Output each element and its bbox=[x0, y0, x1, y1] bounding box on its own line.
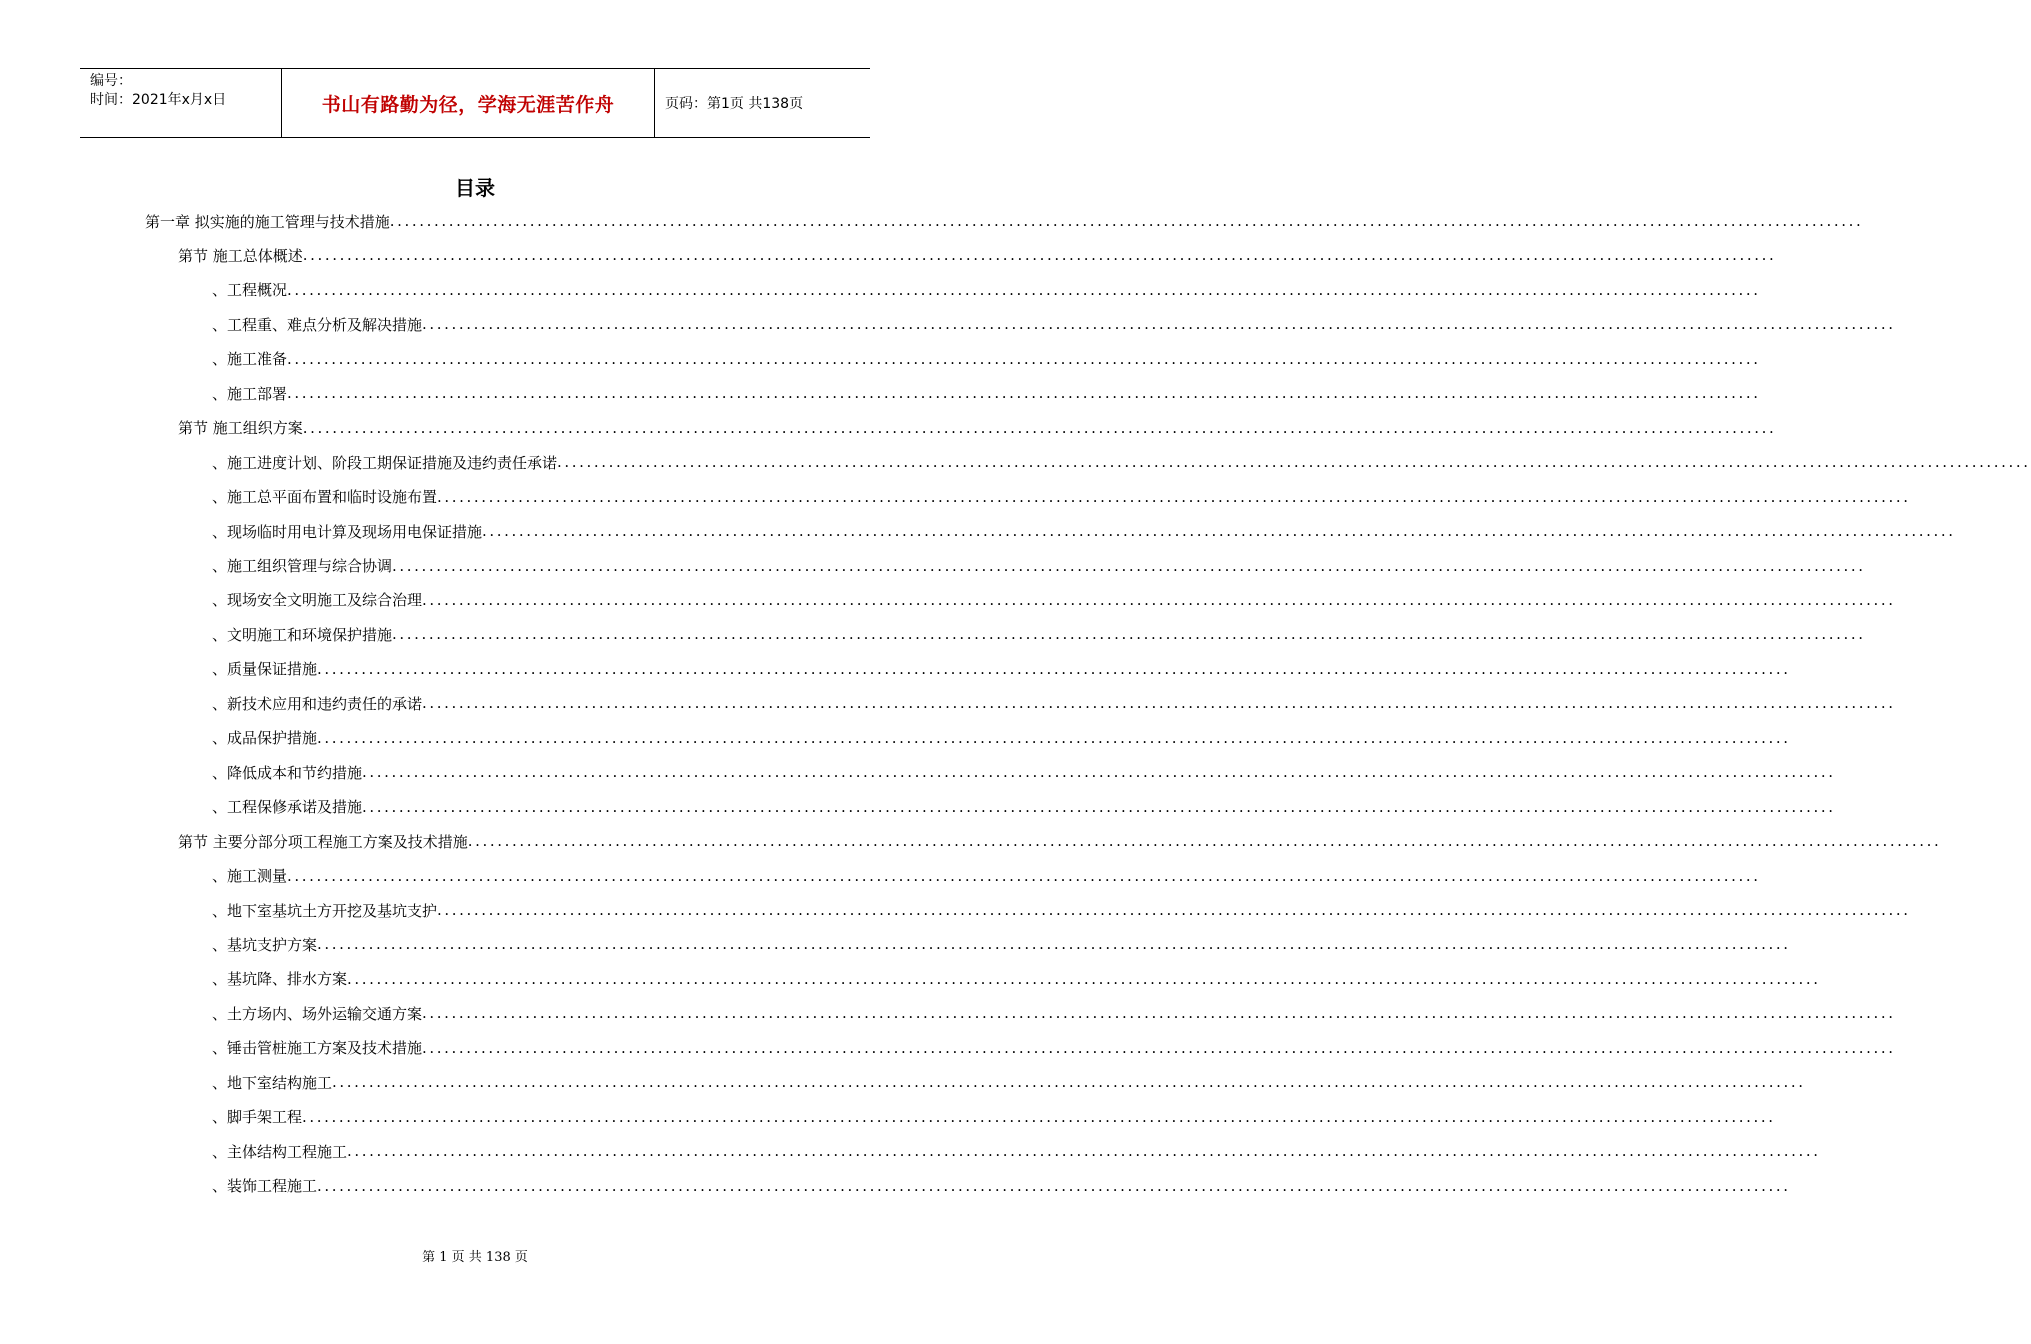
toc-entry[interactable] bbox=[212, 1065, 1806, 1099]
toc-entry[interactable] bbox=[212, 755, 1836, 789]
toc-entry-label: 第节 主要分部分项工程施工方案及技术措施 bbox=[178, 832, 468, 851]
toc-entry-bullet: 、 bbox=[212, 557, 228, 575]
toc-dot-leader: ........................................................................................................................................................................................................ bbox=[482, 522, 1956, 541]
page-header bbox=[80, 68, 870, 138]
toc-entry-label: 装饰工程施工 bbox=[227, 1177, 318, 1196]
toc-entry-bullet: 、 bbox=[212, 1108, 228, 1127]
toc-entry[interactable] bbox=[212, 583, 1896, 617]
toc-entry-label: 新技术应用和违约责任的承诺 bbox=[227, 694, 423, 713]
toc-dot-leader: ........................................................................................................................................................................................................ bbox=[287, 384, 1761, 403]
toc-dot-leader: ........................................................................................................................................................................................................ bbox=[362, 797, 1836, 816]
toc-entry-label: 第一章 拟实施的施工管理与技术措施 bbox=[145, 212, 390, 231]
toc-entry-label: 现场临时用电计算及现场用电保证措施 bbox=[227, 522, 483, 541]
toc-entry-bullet: 、 bbox=[212, 591, 228, 610]
header-page-info: 页码：第1页 共138页 bbox=[665, 96, 804, 112]
toc-entry[interactable] bbox=[212, 1031, 1896, 1065]
toc-entry-label: 工程概况 bbox=[227, 281, 288, 300]
toc-entry[interactable] bbox=[212, 1100, 1776, 1134]
toc-entry[interactable] bbox=[212, 1134, 1821, 1168]
toc-entry-label: 施工组织管理与综合协调 bbox=[227, 557, 393, 575]
toc-entry-label: 基坑支护方案 bbox=[227, 935, 318, 954]
toc-entry[interactable] bbox=[178, 411, 1777, 445]
toc-entry-bullet: 、 bbox=[212, 522, 228, 541]
toc-entry-bullet: 、 bbox=[212, 1177, 228, 1196]
toc-entry-bullet: 、 bbox=[212, 901, 228, 920]
toc-entry[interactable] bbox=[212, 549, 1866, 583]
toc-entry[interactable] bbox=[212, 273, 1761, 307]
toc-entry-label: 基坑降、排水方案 bbox=[227, 970, 348, 989]
toc-entry-bullet: 、 bbox=[212, 867, 228, 886]
toc-entry-label: 土方场内、场外运输交通方案 bbox=[227, 1004, 423, 1023]
toc-entry-label: 施工准备 bbox=[227, 350, 288, 369]
toc-entry-label: 地下室结构施工 bbox=[227, 1073, 333, 1092]
toc-dot-leader: ........................................................................................................................................................................................................ bbox=[287, 349, 1761, 368]
number-label: 编号： bbox=[90, 73, 132, 89]
toc-title: 目录 bbox=[455, 176, 495, 200]
toc-entry-bullet: 、 bbox=[212, 350, 228, 369]
toc-entry-label: 工程重、难点分析及解决措施 bbox=[227, 315, 423, 334]
toc-entry-bullet: 、 bbox=[212, 970, 228, 989]
toc-entry[interactable] bbox=[212, 962, 1821, 996]
toc-dot-leader: ........................................................................................................................................................................................................ bbox=[437, 487, 1911, 506]
toc-entry-label: 脚手架工程 bbox=[227, 1108, 303, 1127]
toc-entry-label: 锤击管桩施工方案及技术措施 bbox=[227, 1039, 423, 1058]
toc-dot-leader: ........................................................................................................................................................................................................ bbox=[332, 1073, 1806, 1092]
toc-dot-leader: ........................................................................................................................................................................................................ bbox=[362, 763, 1836, 782]
toc-dot-leader: ........................................................................................................................................................................................................ bbox=[422, 315, 1896, 334]
toc-dot-leader: ........................................................................................................................................................................................................ bbox=[317, 935, 1791, 954]
toc-entry-bullet: 、 bbox=[212, 1073, 228, 1092]
toc-entry[interactable] bbox=[212, 721, 1791, 755]
toc-entry-label: 施工进度计划、阶段工期保证措施及违约责任承诺 bbox=[227, 453, 558, 472]
toc-dot-leader: ........................................................................................................................................................................................................ bbox=[422, 590, 1896, 609]
toc-entry-bullet: 、 bbox=[212, 315, 228, 334]
toc-entry-label: 施工总平面布置和临时设施布置 bbox=[227, 488, 438, 507]
toc-entry[interactable] bbox=[212, 307, 1896, 341]
toc-dot-leader: ........................................................................................................................................................................................................ bbox=[302, 1107, 1776, 1126]
toc-entry-bullet: 、 bbox=[212, 453, 228, 472]
toc-entry[interactable] bbox=[178, 238, 1777, 272]
toc-entry[interactable] bbox=[212, 480, 1911, 514]
toc-entry-bullet: 、 bbox=[212, 1039, 228, 1058]
toc-dot-leader: ........................................................................................................................................................................................................ bbox=[287, 280, 1761, 299]
toc-entry-bullet: 、 bbox=[212, 729, 228, 748]
toc-entry[interactable] bbox=[212, 1169, 1791, 1203]
toc-dot-leader: ........................................................................................................................................................................................................ bbox=[347, 969, 1821, 988]
toc-entry-label: 第节 施工组织方案 bbox=[178, 419, 303, 438]
toc-dot-leader: ........................................................................................................................................................................................................ bbox=[467, 832, 1942, 851]
toc-dot-leader: ........................................................................................................................................................................................................ bbox=[437, 901, 1911, 919]
toc-entry[interactable] bbox=[212, 514, 1956, 548]
toc-entry-bullet: 、 bbox=[212, 625, 228, 644]
toc-dot-leader: ........................................................................................................................................................................................................ bbox=[392, 556, 1866, 575]
toc-entry[interactable] bbox=[212, 686, 1896, 720]
toc-entry[interactable] bbox=[145, 204, 1864, 238]
toc-dot-leader: ........................................................................................................................................................................................................ bbox=[287, 866, 1761, 885]
toc-entry[interactable] bbox=[212, 927, 1791, 961]
toc-entry-bullet: 、 bbox=[212, 384, 228, 403]
toc-dot-leader: ........................................................................................................................................................................................................ bbox=[317, 659, 1791, 678]
toc-entry[interactable] bbox=[212, 617, 1866, 651]
toc-entry[interactable] bbox=[212, 652, 1791, 686]
page-footer: 第 1 页 共 138 页 bbox=[422, 1250, 528, 1265]
toc-entry-label: 质量保证措施 bbox=[227, 660, 318, 679]
header-motto: 书山有路勤为径，学海无涯苦作舟 bbox=[282, 69, 655, 137]
toc-entry[interactable] bbox=[212, 996, 1896, 1030]
toc-entry[interactable] bbox=[212, 790, 1836, 824]
toc-entry-bullet: 、 bbox=[212, 798, 228, 817]
toc-entry[interactable] bbox=[212, 376, 1761, 410]
toc-dot-leader: ........................................................................................................................................................................................................ bbox=[389, 212, 1864, 230]
toc-entry[interactable] bbox=[212, 859, 1761, 893]
toc-entry[interactable] bbox=[212, 342, 1761, 376]
toc-entry[interactable] bbox=[212, 445, 2031, 479]
toc-dot-leader: ........................................................................................................................................................................................................ bbox=[347, 1142, 1821, 1161]
toc-entry-label: 成品保护措施 bbox=[227, 729, 318, 748]
toc-entry-label: 文明施工和环境保护措施 bbox=[227, 625, 393, 644]
toc-entry-bullet: 、 bbox=[212, 1142, 228, 1161]
toc-entry-label: 现场安全文明施工及综合治理 bbox=[227, 591, 423, 610]
toc-dot-leader: ........................................................................................................................................................................................................ bbox=[317, 1176, 1791, 1195]
toc-dot-leader: ........................................................................................................................................................................................................ bbox=[392, 625, 1866, 644]
toc-entry-label: 地下室基坑土方开挖及基坑支护 bbox=[227, 901, 438, 920]
toc-entry-bullet: 、 bbox=[212, 488, 228, 507]
toc-entry-label: 施工测量 bbox=[227, 867, 288, 886]
toc-entry-label: 主体结构工程施工 bbox=[227, 1142, 348, 1161]
toc-dot-leader: ........................................................................................................................................................................................................ bbox=[422, 1004, 1896, 1023]
toc-entry[interactable] bbox=[178, 824, 1942, 858]
toc-entry-bullet: 、 bbox=[212, 763, 228, 782]
toc-entry[interactable] bbox=[212, 893, 1911, 927]
toc-entry-label: 降低成本和节约措施 bbox=[227, 763, 363, 782]
toc-dot-leader: ........................................................................................................................................................................................................ bbox=[422, 1038, 1896, 1057]
toc-entry-bullet: 、 bbox=[212, 1004, 228, 1023]
toc-entry-label: 工程保修承诺及措施 bbox=[227, 798, 363, 817]
toc-dot-leader: ........................................................................................................................................................................................................ bbox=[557, 453, 2031, 472]
toc-dot-leader: ........................................................................................................................................................................................................ bbox=[317, 728, 1791, 747]
toc-dot-leader: ........................................................................................................................................................................................................ bbox=[302, 246, 1777, 265]
toc-dot-leader: ........................................................................................................................................................................................................ bbox=[302, 418, 1777, 437]
toc-entry-bullet: 、 bbox=[212, 660, 228, 679]
date-label: 时间：2021年x月x日 bbox=[90, 92, 227, 108]
toc-entry-label: 施工部署 bbox=[227, 384, 288, 403]
toc-entry-bullet: 、 bbox=[212, 935, 228, 954]
toc-entry-bullet: 、 bbox=[212, 281, 228, 300]
toc-entry-label: 第节 施工总体概述 bbox=[178, 246, 303, 265]
header-meta bbox=[80, 69, 282, 137]
toc-dot-leader: ........................................................................................................................................................................................................ bbox=[422, 694, 1896, 713]
toc-entry-bullet: 、 bbox=[212, 694, 228, 713]
